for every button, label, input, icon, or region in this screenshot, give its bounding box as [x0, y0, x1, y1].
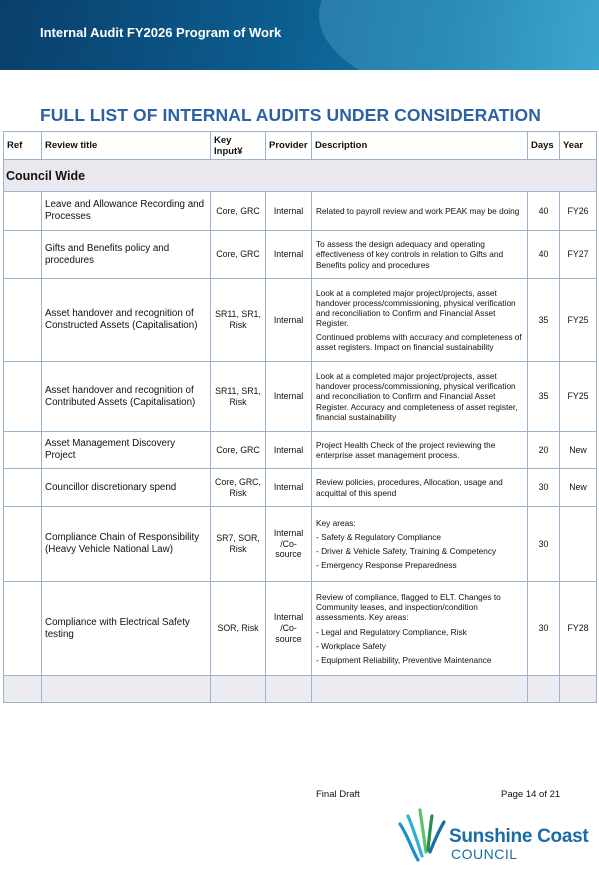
cell-provider: Internal /Co-source	[266, 507, 312, 582]
description-line: Project Health Check of the project reviewing the enterprise asset management process.	[316, 439, 496, 460]
table-row	[4, 507, 597, 582]
col-header-days: Days	[528, 132, 560, 160]
col-header-key-input: Key Input¥	[211, 132, 266, 160]
cell-year: FY25	[560, 362, 597, 432]
cell-key-input: SR7, SOR, Risk	[211, 507, 266, 582]
cell-ref	[4, 192, 42, 231]
col-header-description: Description	[312, 132, 528, 160]
cell-review-title: Asset handover and recognition of Contributed Assets (Capitalisation)	[42, 362, 211, 432]
description-line: - Equipment Reliability, Preventive Maintenance	[316, 654, 492, 665]
description-line: Key areas:	[316, 517, 356, 528]
cell-ref	[4, 231, 42, 279]
cell-provider: Internal	[266, 469, 312, 507]
table-header-row	[4, 132, 597, 160]
cell-description	[312, 231, 528, 279]
table-row	[4, 362, 597, 432]
logo-text-secondary: COUNCIL	[451, 846, 518, 862]
description-line: - Legal and Regulatory Compliance, Risk	[316, 626, 467, 637]
cell-description	[312, 362, 528, 432]
cell-description	[312, 432, 528, 469]
empty-cell	[4, 676, 42, 703]
cell-days: 30	[528, 507, 560, 582]
description-line: To assess the design adequacy and operating effectiveness of key controls in relation to Gifts and Benefits policy and procedures	[316, 239, 504, 270]
cell-description	[312, 279, 528, 362]
cell-key-input: Core, GRC, Risk	[211, 469, 266, 507]
section-label: Council Wide	[4, 160, 597, 192]
footer-page-number: Page 14 of 21	[501, 789, 561, 800]
cell-key-input: Core, GRC	[211, 231, 266, 279]
cell-review-title: Leave and Allowance Recording and Processes	[42, 192, 211, 231]
col-header-year: Year	[560, 132, 597, 160]
cell-year: FY25	[560, 279, 597, 362]
empty-row	[4, 676, 597, 703]
cell-ref	[4, 432, 42, 469]
col-header-ref: Ref	[4, 132, 42, 160]
description-line: Related to payroll review and work PEAK may be doing	[316, 205, 520, 216]
cell-key-input: SR11, SR1, Risk	[211, 362, 266, 432]
description-line: - Driver & Vehicle Safety, Training & Competency	[316, 546, 497, 556]
table-row	[4, 192, 597, 231]
footer-status: Final Draft	[316, 789, 360, 800]
cell-ref	[4, 469, 42, 507]
cell-ref	[4, 362, 42, 432]
description-line: Look at a completed major project/projects, asset handover process/commissioning, physical verification and reconciliation to Confirm and Financial Asset Register. Accuracy and completeness of asset register, financial sustainability	[316, 371, 518, 422]
cell-review-title: Asset handover and recognition of Constructed Assets (Capitalisation)	[42, 279, 211, 362]
cell-ref	[4, 582, 42, 676]
cell-days: 20	[528, 432, 560, 469]
table-row	[4, 231, 597, 279]
description-line: - Emergency Response Preparedness	[316, 560, 457, 571]
cell-description	[312, 192, 528, 231]
cell-provider: Internal	[266, 362, 312, 432]
col-header-provider: Provider	[266, 132, 312, 160]
description-line: Review of compliance, flagged to ELT. Changes to Community leases, and inspection/condition assessments. Key areas:	[316, 592, 501, 623]
cell-description	[312, 469, 528, 507]
cell-year: FY26	[560, 192, 597, 231]
cell-days: 30	[528, 469, 560, 507]
section-row	[4, 160, 597, 192]
table-row	[4, 469, 597, 507]
cell-key-input: Core, GRC	[211, 432, 266, 469]
page-title: FULL LIST OF INTERNAL AUDITS UNDER CONSIDERATION	[40, 105, 541, 125]
cell-year: FY27	[560, 231, 597, 279]
cell-year: New	[560, 469, 597, 507]
cell-days: 35	[528, 279, 560, 362]
banner-title: Internal Audit FY2026 Program of Work	[40, 25, 282, 40]
cell-key-input: SOR, Risk	[211, 582, 266, 676]
cell-description	[312, 582, 528, 676]
council-logo-icon	[398, 806, 450, 862]
description-line: - Safety & Regulatory Compliance	[316, 531, 441, 542]
audit-table	[3, 131, 597, 703]
cell-year: FY28	[560, 582, 597, 676]
cell-review-title: Gifts and Benefits policy and procedures	[42, 231, 211, 279]
cell-year	[560, 507, 597, 582]
description-line: Review policies, procedures, Allocation, usage and acquittal of this spend	[316, 477, 503, 498]
col-header-title: Review title	[42, 132, 211, 160]
table-row	[4, 582, 597, 676]
empty-cell	[560, 676, 597, 703]
cell-description	[312, 507, 528, 582]
cell-days: 40	[528, 192, 560, 231]
cell-ref	[4, 279, 42, 362]
cell-provider: Internal	[266, 432, 312, 469]
cell-days: 30	[528, 582, 560, 676]
logo-text-primary: Sunshine Coast	[449, 826, 589, 847]
table-row	[4, 432, 597, 469]
cell-review-title: Compliance Chain of Responsibility (Heavy Vehicle National Law)	[42, 507, 211, 582]
description-line: Look at a completed major project/projects, asset handover process/commissioning, physical verification and reconciliation to Confirm and Financial Asset Register.	[316, 287, 516, 328]
empty-cell	[266, 676, 312, 703]
cell-provider: Internal /Co-source	[266, 582, 312, 676]
cell-ref	[4, 507, 42, 582]
empty-cell	[312, 676, 528, 703]
cell-provider: Internal	[266, 279, 312, 362]
cell-days: 40	[528, 231, 560, 279]
empty-cell	[528, 676, 560, 703]
empty-cell	[42, 676, 211, 703]
description-line: - Workplace Safety	[316, 640, 386, 651]
cell-provider: Internal	[266, 231, 312, 279]
cell-review-title: Compliance with Electrical Safety testing	[42, 582, 211, 676]
cell-provider: Internal	[266, 192, 312, 231]
cell-review-title: Asset Management Discovery Project	[42, 432, 211, 469]
cell-key-input: SR11, SR1, Risk	[211, 279, 266, 362]
header-banner	[0, 0, 599, 70]
empty-cell	[211, 676, 266, 703]
cell-year: New	[560, 432, 597, 469]
cell-key-input: Core, GRC	[211, 192, 266, 231]
cell-review-title: Councillor discretionary spend	[42, 469, 211, 507]
table-row	[4, 279, 597, 362]
cell-days: 35	[528, 362, 560, 432]
description-line: Continued problems with accuracy and completeness of asset registers. Impact on financial sustainability	[316, 332, 522, 353]
